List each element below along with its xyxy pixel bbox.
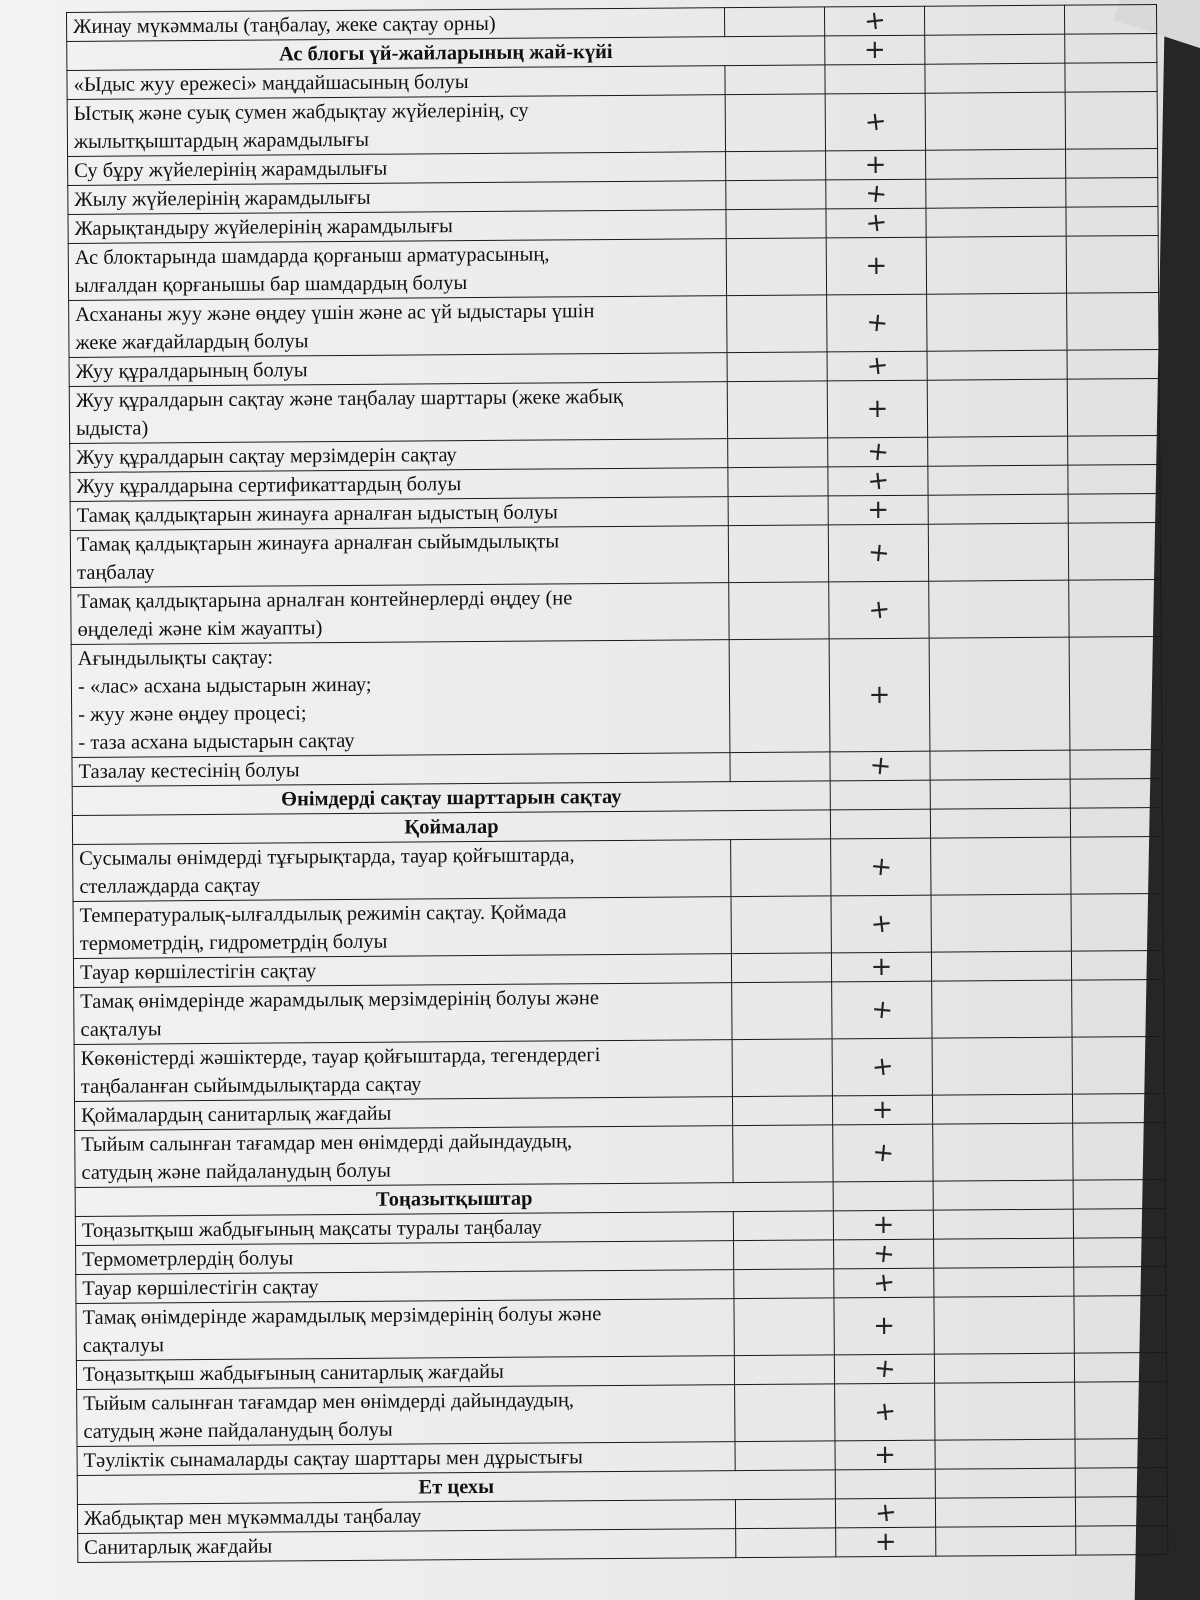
section-title: Ас блогы үй-жайларының жай-күйі <box>67 36 825 71</box>
criterion-cell <box>68 239 726 301</box>
empty-cell <box>1074 1352 1166 1382</box>
handwritten-plus-mark: + <box>868 851 894 884</box>
empty-cell <box>932 980 1072 1038</box>
empty-cell <box>1071 836 1163 894</box>
empty-cell <box>1074 1295 1166 1353</box>
empty-cell <box>1067 349 1159 379</box>
handwritten-plus-mark: + <box>872 1353 897 1386</box>
handwritten-plus-mark: + <box>870 1137 896 1170</box>
criterion-text: Қоймалардың санитарлық жағдайы <box>81 1102 392 1127</box>
empty-cell <box>730 752 830 782</box>
empty-cell <box>925 34 1065 64</box>
empty-cell <box>1072 1036 1164 1094</box>
criterion-cell <box>74 983 732 1045</box>
empty-cell <box>927 379 1067 437</box>
criterion-text: Ыстық және суық сумен жабдықтау жүйелерінің, су <box>73 99 529 125</box>
empty-cell <box>734 1240 834 1270</box>
empty-cell <box>733 1211 833 1241</box>
criterion-cell <box>71 583 729 645</box>
empty-cell <box>734 1298 834 1356</box>
checklist-row <box>69 378 1159 443</box>
empty-cell <box>1073 1179 1165 1209</box>
empty-cell <box>927 293 1067 351</box>
criterion-text: сақталуы <box>82 1334 165 1357</box>
empty-cell <box>935 1497 1075 1527</box>
empty-cell <box>1073 1122 1165 1180</box>
criterion-text: Көкөністерді жәшіктерде, тауар қойғыштарда, тегендердегі <box>80 1044 601 1070</box>
empty-cell <box>927 350 1067 380</box>
check-mark-cell <box>836 1527 936 1557</box>
empty-cell <box>729 639 830 753</box>
empty-cell <box>929 580 1069 638</box>
check-mark-cell <box>831 952 931 982</box>
check-mark-cell <box>834 1239 934 1269</box>
check-mark-cell <box>825 93 925 151</box>
check-mark-cell <box>825 35 925 65</box>
empty-cell <box>1066 236 1158 294</box>
criterion-cell <box>71 640 730 758</box>
empty-cell <box>935 1382 1075 1440</box>
handwritten-plus-mark: + <box>874 1526 897 1558</box>
checklist-row <box>68 236 1158 301</box>
empty-cell <box>936 1526 1076 1556</box>
empty-cell <box>933 1180 1073 1210</box>
handwritten-plus-mark: + <box>866 537 891 570</box>
empty-cell <box>934 1238 1074 1268</box>
check-mark-cell <box>828 466 928 496</box>
criterion-cell <box>69 382 727 444</box>
handwritten-plus-mark: + <box>873 1496 899 1530</box>
empty-cell <box>728 467 828 497</box>
handwritten-plus-mark: + <box>868 679 891 711</box>
check-mark-cell <box>826 208 926 238</box>
checklist-body <box>67 5 1168 1563</box>
empty-cell <box>930 779 1070 809</box>
check-mark-cell <box>834 1297 934 1355</box>
empty-cell <box>928 436 1068 466</box>
handwritten-plus-mark: + <box>873 1310 896 1342</box>
check-mark-cell <box>834 1354 934 1384</box>
criterion-cell <box>67 95 725 157</box>
empty-cell <box>728 496 828 526</box>
criterion-text: Тоңазытқыш жабдығының санитарлық жағдайы <box>82 1360 504 1386</box>
criterion-text: - «лас» асхана ыдыстарын жинау; <box>77 673 372 698</box>
handwritten-plus-mark: + <box>865 436 891 469</box>
section-title: Ет цехы <box>77 1470 835 1505</box>
empty-cell <box>928 494 1068 524</box>
criterion-text: өңделеді және кім жауапты) <box>77 617 323 641</box>
empty-cell <box>935 1439 1075 1469</box>
empty-cell <box>1072 979 1164 1037</box>
empty-cell <box>1065 34 1157 64</box>
empty-cell <box>1068 493 1160 523</box>
empty-cell <box>729 582 829 640</box>
handwritten-plus-mark: + <box>867 494 890 526</box>
handwritten-plus-mark: + <box>866 393 889 425</box>
criterion-text: Ағындылықты сақтау: <box>77 646 274 670</box>
handwritten-plus-mark: + <box>864 307 890 340</box>
criterion-text: ылғалдан қорғанышы бар шамдардың болуы <box>74 272 468 297</box>
empty-cell <box>1065 92 1157 150</box>
handwritten-plus-mark: + <box>863 206 889 240</box>
empty-cell <box>928 465 1068 495</box>
check-mark-cell <box>832 1038 932 1096</box>
check-mark-cell <box>835 1383 935 1441</box>
handwritten-plus-mark: + <box>874 1439 897 1471</box>
empty-cell <box>933 1123 1073 1181</box>
empty-cell <box>926 207 1066 237</box>
check-mark-cell <box>824 6 924 36</box>
empty-cell <box>1069 579 1161 637</box>
handwritten-plus-mark: + <box>862 4 888 38</box>
empty-cell <box>932 1094 1072 1124</box>
checklist-row <box>76 1295 1166 1360</box>
criterion-text: ыдыста) <box>75 417 149 440</box>
check-mark-cell <box>827 351 927 381</box>
empty-cell <box>736 1528 836 1558</box>
empty-cell <box>928 523 1068 581</box>
empty-cell <box>726 209 826 239</box>
empty-cell <box>727 352 827 382</box>
check-mark-cell <box>831 838 931 896</box>
empty-cell <box>1070 807 1162 837</box>
check-mark-cell <box>829 581 929 639</box>
empty-cell <box>1073 1208 1165 1238</box>
criterion-cell <box>75 1126 733 1188</box>
handwritten-plus-mark: + <box>866 593 892 627</box>
criterion-text: жеке жағдайлардың болуы <box>75 330 309 354</box>
criterion-cell <box>69 296 727 358</box>
checklist-row <box>69 292 1159 357</box>
empty-cell <box>1074 1237 1166 1267</box>
empty-cell <box>1066 178 1158 208</box>
criterion-text: Тамақ өнімдерінде жарамдылық мерзімдерінің болуы және <box>82 1303 602 1329</box>
criterion-text: Жылу жүйелерінің жарамдылығы <box>74 186 371 211</box>
handwritten-plus-mark: + <box>862 105 888 139</box>
criterion-text: Тәуліктік сынамаларды сақтау шарттары мен дұрыстығы <box>83 1446 583 1472</box>
empty-cell <box>728 525 828 583</box>
empty-cell <box>926 178 1066 208</box>
criterion-text: Ас блоктарында шамдарда қорғаныш арматурасының, <box>74 243 550 269</box>
criterion-text: Жабдықтар мен мүкәммалды таңбалау <box>83 1505 422 1530</box>
section-title: Өнімдерді сақтау шарттарын сақтау <box>72 781 830 816</box>
empty-cell <box>934 1267 1074 1297</box>
empty-cell <box>930 808 1070 838</box>
checklist-row <box>74 1036 1164 1101</box>
empty-cell <box>931 894 1071 952</box>
check-mark-cell <box>826 179 926 209</box>
check-mark-cell <box>835 1440 935 1470</box>
handwritten-plus-mark: + <box>872 1395 898 1429</box>
criterion-cell <box>73 840 731 902</box>
check-mark-cell <box>825 64 925 94</box>
empty-cell <box>929 637 1070 751</box>
empty-cell <box>1075 1496 1167 1526</box>
criterion-text: таңбаланған сыйымдылықтарда сақтау <box>80 1073 422 1098</box>
empty-cell <box>1070 749 1162 779</box>
criterion-cell <box>78 1529 736 1563</box>
criterion-text: Су бұру жүйелерінің жарамдылығы <box>74 157 388 182</box>
criterion-text: Сусымалы өнімдерді тұғырықтарда, тауар қойғыштарда, <box>79 844 575 870</box>
empty-cell <box>1067 378 1159 436</box>
criterion-text: Тауар көршілестігін сақтау <box>82 1276 319 1300</box>
handwritten-plus-mark: + <box>864 149 887 181</box>
empty-cell <box>735 1384 835 1442</box>
criterion-cell <box>74 1040 732 1102</box>
empty-cell <box>725 94 825 152</box>
empty-cell <box>931 837 1071 895</box>
check-mark-cell <box>832 1095 932 1125</box>
criterion-text: Жуу құралдарының болуы <box>75 359 308 383</box>
criterion-text: Тауар көршілестігін сақтау <box>79 960 317 984</box>
check-mark-cell <box>826 150 926 180</box>
handwritten-plus-mark: + <box>863 178 889 211</box>
criterion-text: Тамақ қалдықтарына арналған контейнерлерді өңдеу (не <box>77 587 573 613</box>
criterion-text: Термометрлердің болуы <box>82 1247 294 1271</box>
empty-cell <box>1071 893 1163 951</box>
empty-cell <box>935 1468 1075 1498</box>
empty-cell <box>727 295 827 353</box>
empty-cell <box>726 238 826 296</box>
empty-cell <box>1067 292 1159 350</box>
criterion-text: стеллаждарда сақтау <box>79 874 261 898</box>
check-mark-cell <box>830 751 930 781</box>
empty-cell <box>934 1353 1074 1383</box>
check-mark-cell <box>833 1210 933 1240</box>
empty-cell <box>1066 149 1158 179</box>
criterion-text: Жуу құралдарын сақтау және таңбалау шарттары (жеке жабық <box>75 385 623 412</box>
criterion-text: - жуу және өңдеу процесі; <box>78 702 307 726</box>
criterion-text: сатудың және пайдаланудың болуы <box>83 1418 393 1443</box>
handwritten-plus-mark: + <box>865 250 888 282</box>
empty-cell <box>1075 1381 1167 1439</box>
empty-cell <box>726 151 826 181</box>
check-mark-cell <box>835 1498 935 1528</box>
empty-cell <box>724 7 824 37</box>
check-mark-cell <box>833 1124 933 1182</box>
empty-cell <box>734 1355 834 1385</box>
handwritten-plus-mark: + <box>868 907 894 941</box>
check-mark-cell <box>832 981 932 1039</box>
handwritten-plus-mark: + <box>867 750 893 783</box>
criterion-text: Жинау мүкәммалы (таңбалау, жеке сақтау орны) <box>73 12 496 38</box>
empty-cell <box>735 1499 835 1529</box>
checklist-row <box>77 1381 1167 1446</box>
check-mark-cell <box>826 237 926 295</box>
checklist-row <box>71 636 1162 757</box>
check-mark-cell <box>830 809 930 839</box>
handwritten-plus-mark: + <box>870 951 893 983</box>
empty-cell <box>1066 207 1158 237</box>
empty-cell <box>926 149 1066 179</box>
empty-cell <box>925 63 1065 93</box>
empty-cell <box>731 953 831 983</box>
checklist-row <box>74 979 1164 1044</box>
handwritten-plus-mark: + <box>872 1209 895 1241</box>
empty-cell <box>735 1441 835 1471</box>
empty-cell <box>1072 1093 1164 1123</box>
check-mark-cell <box>830 780 930 810</box>
criterion-text: жылытқыштардың жарамдылығы <box>73 128 370 153</box>
handwritten-plus-mark: + <box>869 1050 895 1084</box>
empty-cell <box>1069 636 1162 750</box>
empty-cell <box>1076 1525 1168 1555</box>
empty-cell <box>1075 1467 1167 1497</box>
checklist-row <box>67 92 1157 157</box>
check-mark-cell <box>835 1469 935 1499</box>
handwritten-plus-mark: + <box>871 1094 894 1126</box>
empty-cell <box>732 982 832 1040</box>
empty-cell <box>925 92 1065 150</box>
criterion-text: Тазалау кестесінің болуы <box>78 759 300 783</box>
criterion-text: Тамақ қалдықтарын жинауға арналған сыйымдылықты <box>76 530 560 556</box>
empty-cell <box>930 750 1070 780</box>
check-mark-cell <box>828 437 928 467</box>
empty-cell <box>727 381 827 439</box>
criterion-text: Жарықтандыру жүйелерінің жарамдылығы <box>74 215 453 240</box>
criterion-text: Температуралық-ылғалдылық режимін сақтау. Қоймада <box>79 901 567 927</box>
criterion-text: Жуу құралдарын сақтау мерзімдерін сақтау <box>76 444 457 469</box>
criterion-cell <box>77 1385 735 1447</box>
check-mark-cell <box>827 380 927 438</box>
criterion-text: Асхананы жуу және өңдеу үшін және ас үй ыдыстары үшін <box>75 300 595 326</box>
criterion-text: «Ыдыс жуу ережесі» маңдайшасының болуы <box>73 71 469 96</box>
empty-cell <box>1065 63 1157 93</box>
criterion-text: Тамақ қалдықтарын жинауға арналған ыдыстың болуы <box>76 501 558 527</box>
checklist-row <box>73 836 1163 901</box>
empty-cell <box>1070 778 1162 808</box>
criterion-text: - таза асхана ыдыстарын сақтау <box>78 729 355 754</box>
empty-cell <box>934 1296 1074 1354</box>
criterion-cell <box>70 526 728 588</box>
check-mark-cell <box>829 638 930 752</box>
check-mark-cell <box>828 524 928 582</box>
empty-cell <box>1068 464 1160 494</box>
empty-cell <box>931 951 1071 981</box>
empty-cell <box>1068 522 1160 580</box>
empty-cell <box>932 1037 1072 1095</box>
empty-cell <box>1075 1438 1167 1468</box>
section-title: Тоңазытқыштар <box>75 1182 833 1217</box>
empty-cell <box>933 1209 1073 1239</box>
criterion-text: термометрдің, гидрометрдің болуы <box>79 930 388 955</box>
empty-cell <box>731 839 831 897</box>
checklist-row <box>73 893 1163 958</box>
criterion-text: Жуу құралдарына сертификаттардың болуы <box>76 473 462 498</box>
checklist-row <box>75 1122 1165 1187</box>
check-mark-cell <box>831 895 931 953</box>
empty-cell <box>732 1039 832 1097</box>
empty-cell <box>924 5 1064 35</box>
handwritten-plus-mark: + <box>863 34 886 66</box>
criterion-text: Тамақ өнімдерінде жарамдылық мерзімдерінің болуы және <box>80 987 600 1013</box>
checklist-row <box>70 522 1160 587</box>
handwritten-plus-mark: + <box>865 464 891 498</box>
criterion-text: Тыйым салынған тағамдар мен өнімдерді дайындаудың, <box>83 1389 575 1415</box>
empty-cell <box>1064 5 1156 35</box>
criterion-text: Тоңазытқыш жабдығының мақсаты туралы таңбалау <box>81 1216 542 1242</box>
section-title: Қоймалар <box>72 810 830 845</box>
criterion-text: сақталуы <box>80 1018 162 1041</box>
criterion-text: сатудың және пайдаланудың болуы <box>81 1159 391 1184</box>
empty-cell <box>733 1125 833 1183</box>
criterion-text: Санитарлық жағдайы <box>84 1535 273 1559</box>
checklist-table <box>66 4 1168 1563</box>
empty-cell <box>926 236 1066 294</box>
empty-cell <box>731 896 831 954</box>
check-mark-cell <box>827 294 927 352</box>
check-mark-cell <box>833 1181 933 1211</box>
empty-cell <box>726 180 826 210</box>
handwritten-plus-mark: + <box>864 349 890 383</box>
empty-cell <box>1071 950 1163 980</box>
empty-cell <box>1074 1266 1166 1296</box>
handwritten-plus-mark: + <box>869 994 895 1027</box>
empty-cell <box>732 1096 832 1126</box>
checklist-row <box>71 579 1161 644</box>
check-mark-cell <box>834 1268 934 1298</box>
empty-cell <box>1068 435 1160 465</box>
checklist-sheet <box>66 4 1167 1563</box>
check-mark-cell <box>828 495 928 525</box>
empty-cell <box>734 1269 834 1299</box>
handwritten-plus-mark: + <box>871 1238 896 1271</box>
criterion-text: таңбалау <box>77 561 155 584</box>
criterion-text: Тыйым салынған тағамдар мен өнімдерді дайындаудың, <box>81 1130 573 1156</box>
handwritten-plus-mark: + <box>871 1266 897 1300</box>
empty-cell <box>728 438 828 468</box>
empty-cell <box>725 65 825 95</box>
criterion-cell <box>73 897 731 959</box>
criterion-cell <box>76 1299 734 1361</box>
